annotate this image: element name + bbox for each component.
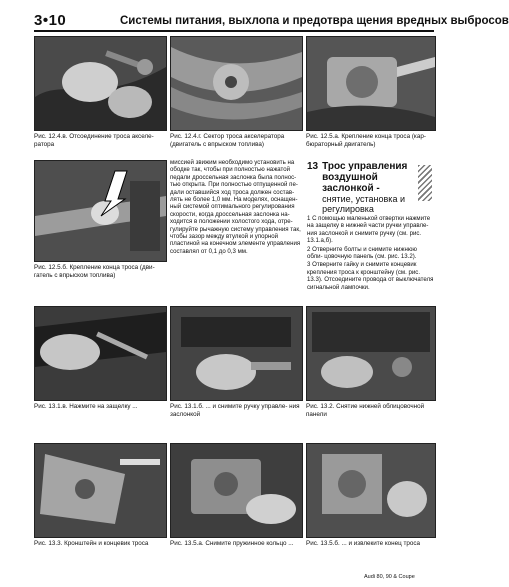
step-2: 2 Отверните болты и снимите нижнюю обли- цовочную панель (см. рис. 13.2). (307, 245, 417, 261)
photo-cable-end-injection (34, 160, 167, 262)
caption-13-5-b: Рис. 13.5.б. ... и извлеките конец троса (306, 540, 421, 547)
caption-12-4-v: Рис. 12.4.в. Отсоединение троса акселе- ратора (34, 133, 154, 148)
caption-13-1-b: Рис. 13.1.б. ... и снимите ручку управле- ния заслонкой (170, 403, 300, 418)
steps-text (307, 215, 434, 292)
section-heading (307, 161, 434, 213)
photo-accelerator-sector (170, 36, 303, 131)
photo-accelerator-cable-disconnect (34, 36, 167, 131)
header-rule (34, 30, 434, 32)
caption-13-5-a: Рис. 13.5.а. Снимите пружинное кольцо ... (170, 540, 294, 547)
caption-13-2: Рис. 13.2. Снятие нижней облицовочной панели (306, 403, 425, 418)
photo-press-latch (34, 306, 167, 401)
photo-extract-cable-end (306, 443, 436, 538)
caption-12-5-b: Рис. 12.5.б. Крепление конца троса (дви- гатель с впрыском топлива) (34, 264, 155, 279)
section-subtitle: снятие, установка и регулировка (322, 194, 405, 214)
step-3: 3 Отверните гайку и снимите концевик крепления троса к кронштейну (см. рис. 13.3). Отсоедините провода от выключателя сигнальной лампочки. (307, 261, 434, 291)
caption-13-1-v: Рис. 13.1.в. Нажмите на защелку ... (34, 403, 138, 410)
hatch-decoration (418, 165, 432, 201)
page-number: 3•10 (34, 12, 67, 29)
caption-12-4-g: Рис. 12.4.г. Сектор троса акселератора (двигатель с впрыском топлива) (170, 133, 285, 148)
photo-cable-end-carburettor (306, 36, 436, 131)
caption-13-3: Рис. 13.3. Кронштейн и концевик троса (34, 540, 149, 547)
photo-lower-trim-panel (306, 306, 436, 401)
photo-bracket-cable-end (34, 443, 167, 538)
footer-model: Audi 80, 90 & Coupe (364, 574, 415, 580)
photo-remove-spring-ring (170, 443, 303, 538)
running-title: Системы питания, выхлопа и предотвра щения вредных выбросов (120, 15, 509, 27)
step-1: 1 С помощью маленькой отвертки нажмите на защелку в нижней части ручки управле- ния заслонкой и снимите ручку (см. рис. 13.1.а,б). (307, 215, 431, 245)
caption-12-5-a: Рис. 12.5.а. Крепление конца троса (кар- бюраторный двигатель) (306, 133, 426, 148)
column-text: миссией звижим необходимо установить на ободке так, чтобы при полностью нажатой педали дроссельная заслонка была полнос- тью открыта. При полностью отпущенной пе- дали оставшийся ход троса должен состав- лять не более 1,0 мм. На моделях, оснащен- ный системой оптимального регулирования скорости, когда дроссельная заслонка на- ходится в положении холостого хода, отре- гулируйте рычажную систему управления так, чтобы зазор между втулкой и упорной пластиной на конечном элементе управления составлял от 0,1 до 0,3 мм. (170, 159, 301, 255)
section-title: Трос управления воздушной заслонкой - (322, 161, 408, 194)
photo-remove-choke-knob (170, 306, 303, 401)
section-number: 13 (307, 161, 319, 172)
